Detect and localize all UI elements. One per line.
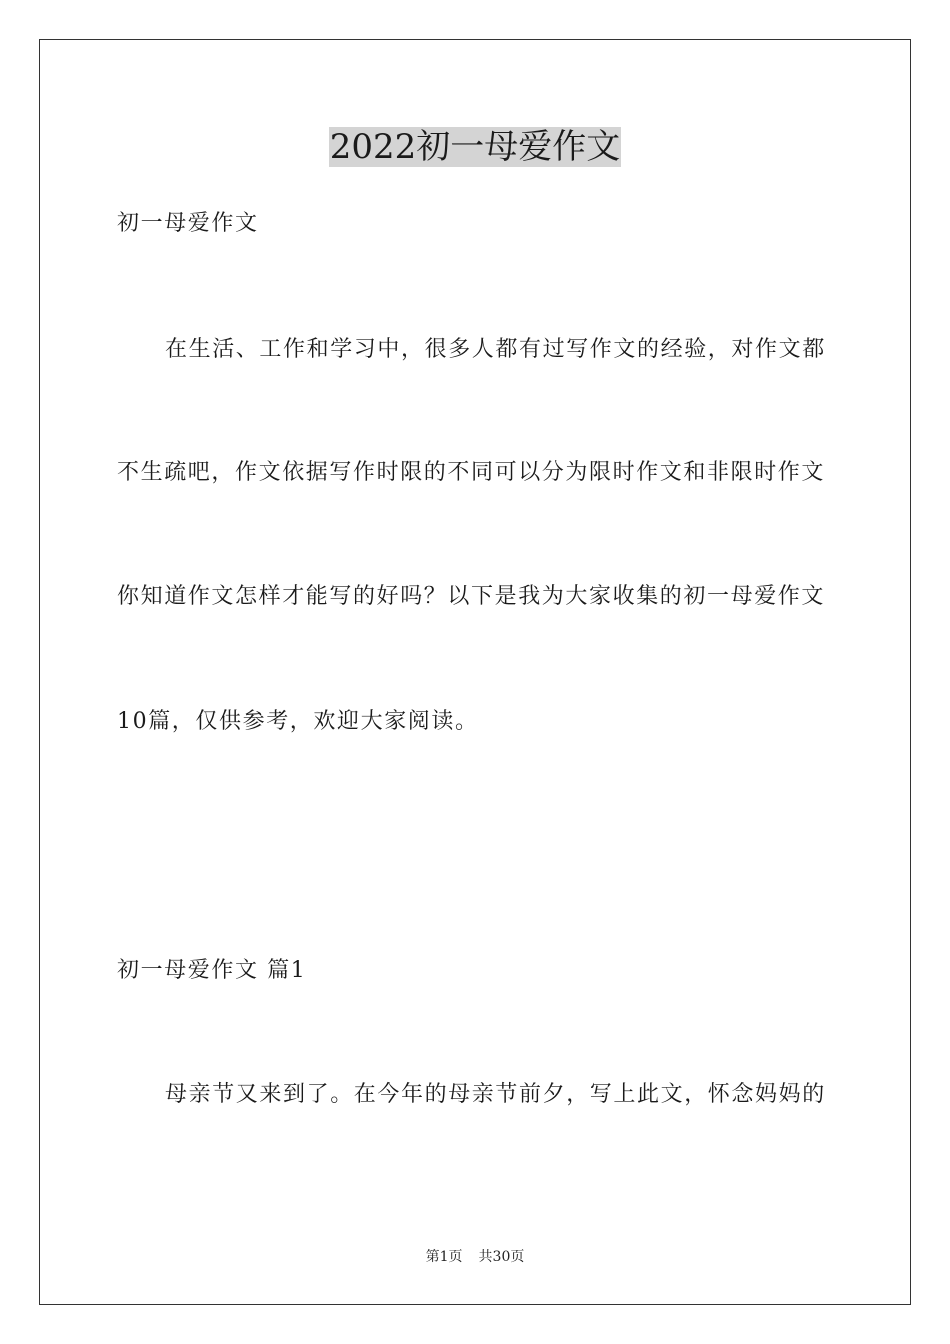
paragraph-line: 在生活、工作和学习中，很多人都有过写作文的经验，对作文都 (165, 337, 826, 362)
paragraph-line: 不生疏吧，作文依据写作时限的不同可以分为限时作文和非限时作文 (117, 460, 826, 485)
document-subtitle: 初一母爱作文 (117, 211, 259, 236)
page-count: 共30页 (478, 1249, 525, 1265)
page-footer (0, 1247, 950, 1267)
document-title (0, 124, 950, 170)
section-heading: 初一母爱作文 篇1 (117, 958, 307, 983)
document-title-text: 2022初一母爱作文 (329, 127, 621, 167)
paragraph-line: 母亲节又来到了。在今年的母亲节前夕，写上此文，怀念妈妈的 (165, 1082, 826, 1107)
page-number: 第1页 (425, 1249, 463, 1265)
paragraph-line: 10篇，仅供参考，欢迎大家阅读。 (117, 709, 479, 734)
paragraph-line: 你知道作文怎样才能写的好吗？以下是我为大家收集的初一母爱作文 (117, 584, 826, 609)
